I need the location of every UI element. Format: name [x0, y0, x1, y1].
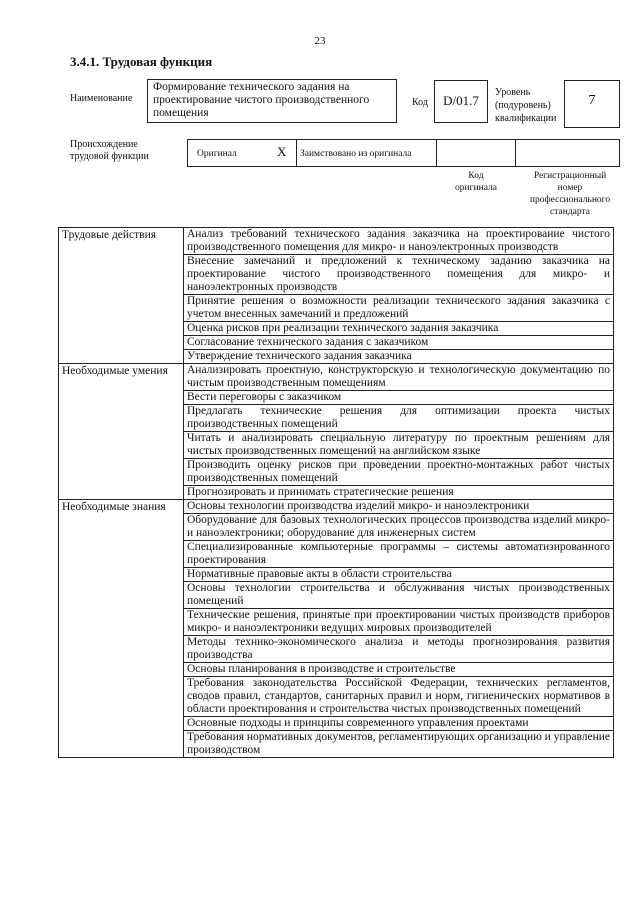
code-label: Код [412, 97, 428, 108]
item-cell: Основы технологии производства изделий микро- и наноэлектроники [184, 500, 614, 514]
origin-label-line-1: Происхождение [70, 139, 138, 150]
original-label: Оригинал [197, 149, 237, 159]
item-cell: Предлагать технические решения для оптимизации проекта чистых производственных помещений [184, 405, 614, 432]
item-cell: Основы технологии строительства и обслуживания чистых производственных помещений [184, 582, 614, 609]
table-row [59, 364, 614, 391]
item-cell: Основные подходы и принципы современного управления проектами [184, 717, 614, 731]
original-mark: X [277, 144, 287, 159]
item-cell: Анализ требований технического задания заказчика на проектирование чистого производственного помещения для микро- и наноэлектронных производств [184, 228, 614, 255]
item-cell: Производить оценку рисков при проведении проектно-монтажных работ чистых производственных помещений [184, 459, 614, 486]
code-original-line-1: Код [468, 171, 484, 181]
item-cell: Специализированные компьютерные программы – системы автоматизированного проектирования [184, 541, 614, 568]
item-cell: Методы технико-экономического анализа и методы прогнозирования развития производства [184, 636, 614, 663]
reg-number-line-1: Регистрационный [533, 171, 607, 181]
code-original-cell [436, 139, 516, 167]
item-cell: Основы планирования в производстве и строительстве [184, 663, 614, 677]
reg-number-line-2: номер [557, 183, 583, 193]
category-cell: Трудовые действия [59, 228, 184, 364]
level-label-line-3: квалификации [495, 113, 557, 124]
reg-number-line-3: профессионального [529, 195, 611, 205]
borrowed-label: Заимствовано из оригинала [300, 149, 412, 159]
function-details-table [58, 227, 614, 758]
item-cell: Оборудование для базовых технологических процессов производства изделий микро- и наноэлектроники; оборудование для инженерных систем [184, 514, 614, 541]
item-cell: Утверждение технического задания заказчика [184, 350, 614, 364]
table-row [59, 500, 614, 514]
item-cell: Требования нормативных документов, регламентирующих организацию и управление производством [184, 731, 614, 758]
category-cell: Необходимые знания [59, 500, 184, 758]
table-row [59, 228, 614, 255]
item-cell: Прогнозировать и принимать стратегические решения [184, 486, 614, 500]
function-name: Формирование технического задания на проектирование чистого производственного помещения [153, 81, 370, 119]
page-number: 23 [314, 35, 326, 47]
name-label: Наименование [70, 93, 133, 104]
level-label-line-2: (подуровень) [495, 100, 551, 111]
origin-label-line-2: трудовой функции [70, 151, 149, 162]
item-cell: Оценка рисков при реализации технического задания заказчика [184, 322, 614, 336]
code-original-line-2: оригинала [455, 183, 497, 193]
level-label-line-1: Уровень [495, 87, 531, 98]
item-cell: Нормативные правовые акты в области строительства [184, 568, 614, 582]
item-cell: Требования законодательства Российской Федерации, технических регламентов, сводов правил, стандартов, санитарных правил и норм, гигиенических нормативов в области проектирования и строительства чистых производственных помещений [184, 677, 614, 717]
code-value: D/01.7 [443, 93, 479, 108]
section-title: 3.4.1. Трудовая функция [70, 54, 213, 69]
item-cell: Технические решения, принятые при проектировании чистых производств приборов микро- и наноэлектроники ведущих мировых производителей [184, 609, 614, 636]
reg-number-line-4: стандарта [550, 207, 590, 217]
item-cell: Вести переговоры с заказчиком [184, 391, 614, 405]
category-cell: Необходимые умения [59, 364, 184, 500]
item-cell: Анализировать проектную, конструкторскую и технологическую документацию по чистым производственным помещениям [184, 364, 614, 391]
level-value: 7 [588, 93, 596, 108]
item-cell: Внесение замечаний и предложений к техническому заданию заказчика на проектирование чистого производственного помещения для микро- и наноэлектронных производств [184, 255, 614, 295]
item-cell: Читать и анализировать специальную литературу по проектным решениям для чистых производственных помещений на английском языке [184, 432, 614, 459]
item-cell: Согласование технического задания с заказчиком [184, 336, 614, 350]
item-cell: Принятие решения о возможности реализации технического задания заказчика с учетом внесенных замечаний и предложений [184, 295, 614, 322]
